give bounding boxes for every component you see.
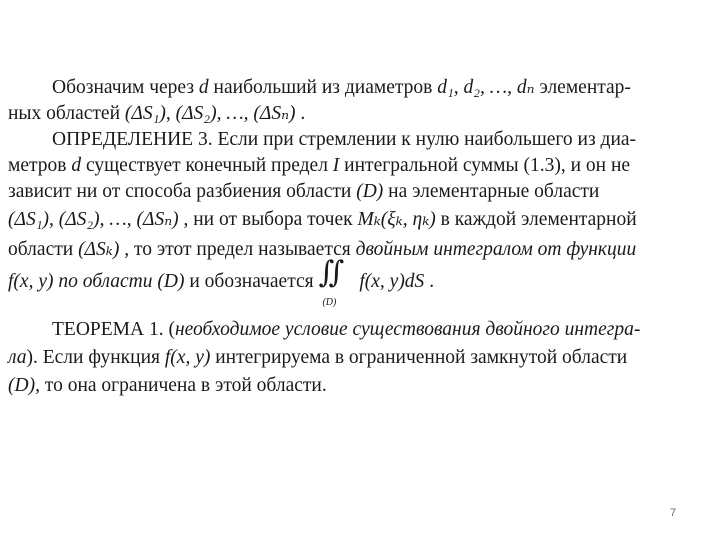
text-line-6 <box>8 208 708 232</box>
text: , то она ограничена в этой области. <box>35 375 327 396</box>
text: . <box>300 103 306 124</box>
italic-term: ла <box>8 347 27 368</box>
italic-term: по области <box>58 271 153 292</box>
text: элементар- <box>539 77 631 98</box>
math-region-D: (D) <box>157 271 185 292</box>
integral-domain: (D) <box>322 296 337 308</box>
text: и обозначается <box>189 271 314 292</box>
text-line-10 <box>8 346 708 370</box>
text: ных областей <box>8 103 121 124</box>
text: зависит ни от способа разбиения области <box>8 181 352 202</box>
text-line-5 <box>8 180 708 204</box>
text: ОПРЕДЕЛЕНИЕ 3. Если при стремлении к нулю наибольшего из диа- <box>52 129 637 150</box>
text-line-2 <box>8 102 708 126</box>
math-area-list: (ΔS₁), (ΔS₂), …, (ΔSₙ) <box>124 103 296 124</box>
math-region-D: (D) <box>8 375 36 396</box>
text: наибольший из диаметров <box>213 77 433 98</box>
math-point: Mₖ(ξₖ, ηₖ) <box>357 209 436 230</box>
text-line-11 <box>8 374 708 398</box>
text: на элементарные области <box>388 181 600 202</box>
page-number: 7 <box>670 507 677 519</box>
math-d: d <box>71 155 82 176</box>
definition-heading <box>8 128 720 152</box>
text: , ни от выбора точек <box>183 209 353 230</box>
math-diameter-list: d₁, d₂, …, dₙ <box>437 77 535 98</box>
text: , то этот предел называется <box>124 239 351 260</box>
text: интегрируема в ограниченной замкнутой области <box>215 347 628 368</box>
text-line-4 <box>8 154 708 178</box>
text-line-7 <box>8 238 708 262</box>
text: метров <box>8 155 67 176</box>
text: в каждой элементарной <box>440 209 637 230</box>
text-line-8 <box>8 255 708 308</box>
text-line-1 <box>8 76 720 100</box>
math-function: f(x, y) <box>164 347 211 368</box>
double-integral-symbol: ∬ <box>318 255 339 289</box>
text: области <box>8 239 74 260</box>
text: ТЕОРЕМА 1. ( <box>52 319 175 340</box>
text: существует конечный предел <box>85 155 328 176</box>
text: ). Если функция <box>26 347 161 368</box>
text: Обозначим через <box>52 77 195 98</box>
double-integral <box>318 255 354 308</box>
math-d: d <box>198 77 209 98</box>
text: интегральной суммы (1.3), и он не <box>344 155 631 176</box>
italic-term: необходимое условие существования двойного интегра- <box>174 319 641 340</box>
text: . <box>429 271 435 292</box>
math-integrand: f(x, y)dS <box>359 271 425 292</box>
math-function: f(x, y) <box>8 271 54 292</box>
italic-term: двойным интегралом от функции <box>355 239 637 260</box>
math-area-k: (ΔSₖ) <box>78 239 120 260</box>
math-area-list: (ΔS₁), (ΔS₂), …, (ΔSₙ) <box>8 209 179 230</box>
math-region-D: (D) <box>356 181 384 202</box>
theorem-heading <box>8 318 720 342</box>
math-limit-I: I <box>332 155 340 176</box>
